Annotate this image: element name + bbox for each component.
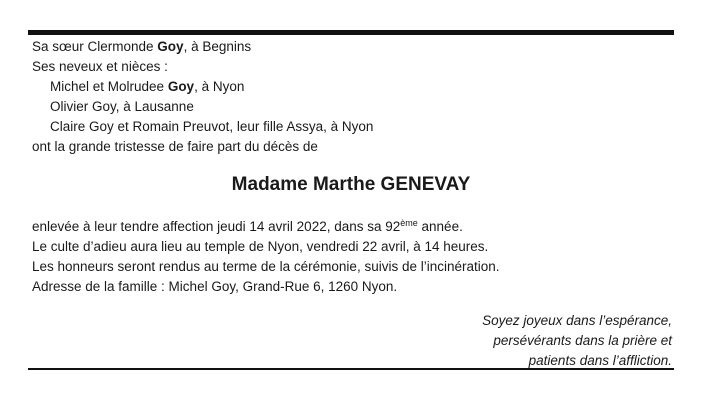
address-line: Adresse de la famille : Michel Goy, Grand-Rue 6, 1260 Nyon. xyxy=(32,279,398,294)
closing-verse xyxy=(482,311,672,371)
verse-line-3: patients dans l’affliction. xyxy=(528,353,672,368)
honors-line: Les honneurs seront rendus au terme de la cérémonie, suivis de l’incinération. xyxy=(32,259,500,274)
ceremony-details xyxy=(32,217,500,297)
verse-line-1: Soyez joyeux dans l’espérance, xyxy=(482,313,672,328)
nephew-1-surname: Goy xyxy=(167,79,195,94)
death-suffix: année. xyxy=(417,219,463,234)
nephew-1-prefix: Michel et Molrudee xyxy=(50,79,168,94)
bottom-rule xyxy=(28,368,674,370)
deceased-name: Madame Marthe GENEVAY xyxy=(231,174,471,195)
nephew-line-1 xyxy=(32,77,373,97)
ordinal-superscript: ème xyxy=(400,218,418,228)
death-prefix: enlevée à leur tendre affection jeudi 14 avril 2022, dans sa 92 xyxy=(32,219,401,234)
sister-surname: Goy xyxy=(157,39,184,54)
nephew-line-2: Olivier Goy, à Lausanne xyxy=(50,99,194,114)
nephew-1-suffix: , à Nyon xyxy=(194,79,245,94)
ceremony-line: Le culte d’adieu aura lieu au temple de Nyon, vendredi 22 avril, à 14 heures. xyxy=(32,239,489,254)
sister-prefix: Sa sœur Clermonde xyxy=(32,39,158,54)
sister-suffix: , à Begnins xyxy=(183,39,252,54)
family-list xyxy=(32,37,373,157)
top-rule xyxy=(28,30,674,35)
niece-line-3: Claire Goy et Romain Preuvot, leur fille Assya, à Nyon xyxy=(50,119,374,134)
announcement-line: ont la grande tristesse de faire part du décès de xyxy=(32,139,318,154)
death-notice xyxy=(28,30,674,370)
nieces-heading: Ses neveux et nièces : xyxy=(32,59,168,74)
sister-line xyxy=(32,37,373,57)
death-line xyxy=(32,217,500,237)
verse-line-2: persévérants dans la prière et xyxy=(493,333,672,348)
